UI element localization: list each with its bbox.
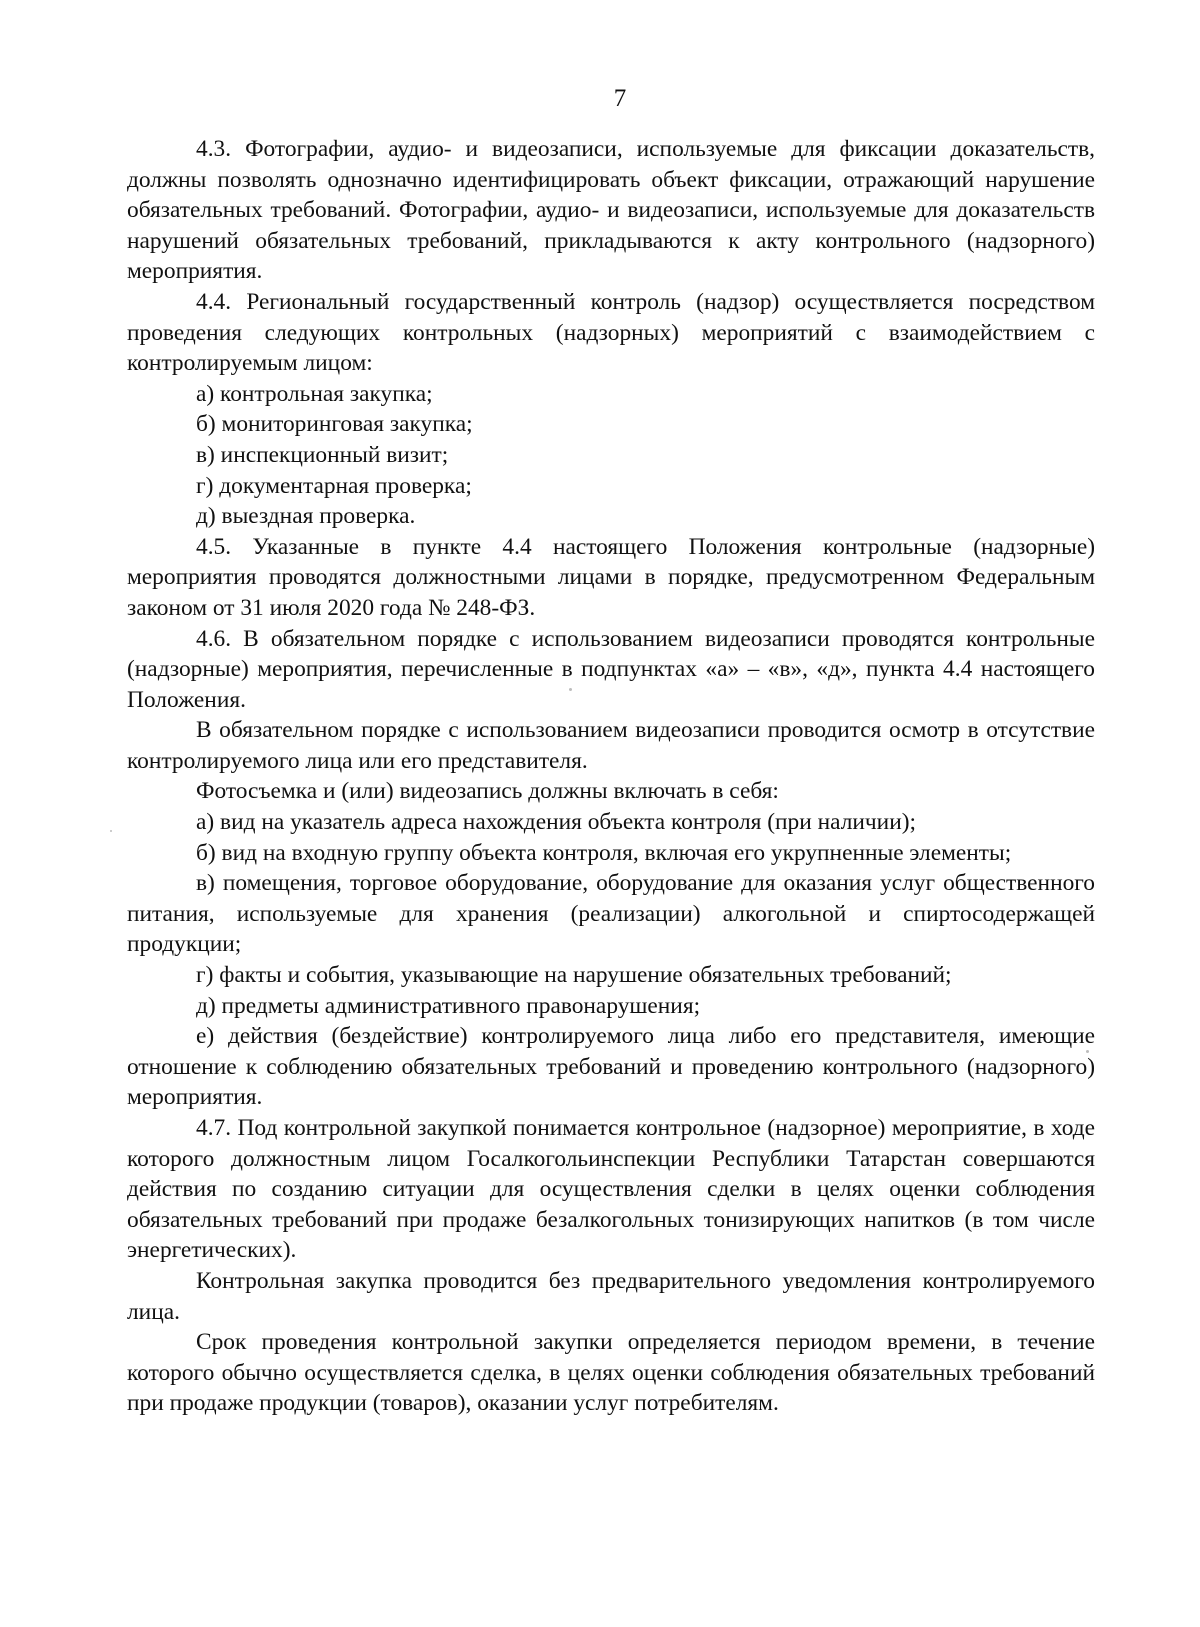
list-item-onsite-check: д) выездная проверка. bbox=[196, 503, 416, 530]
document-body bbox=[127, 134, 1095, 1419]
paragraph-4-3: 4.3. Фотографии, аудио- и видеозаписи, используемые для фиксации доказательств, должны позволять однозначно идентифицировать объект фиксации, отражающий нарушение обязательных требований. Фотографии, аудио- и видеозаписи, используемые для доказательств нарушений обязательных требований, прикладываются к акту контрольного (надзорного) мероприятия. bbox=[127, 136, 1095, 285]
list-item-control-purchase: а) контрольная закупка; bbox=[196, 380, 433, 407]
list-item-violation-items: д) предметы административного правонарушения; bbox=[196, 992, 701, 1019]
paragraph-4-5: 4.5. Указанные в пункте 4.4 настоящего Положения контрольные (надзорные) мероприятия проводятся должностными лицами в порядке, предусмотренном Федеральным законом от 31 июля 2020 года № 248-ФЗ. bbox=[127, 533, 1095, 621]
scan-artifact-dot bbox=[1086, 1050, 1089, 1053]
paragraph-video-inspection: В обязательном порядке с использованием видеозаписи проводится осмотр в отсутствие контролируемого лица или его представителя. bbox=[127, 717, 1095, 774]
paragraph-photo-video-requirements: Фотосъемка и (или) видеозапись должны включать в себя: bbox=[196, 778, 779, 805]
scan-artifact-dot bbox=[110, 830, 112, 832]
list-item-inspection-visit: в) инспекционный визит; bbox=[196, 441, 449, 468]
paragraph-purchase-duration: Срок проведения контрольной закупки определяется периодом времени, в течение которого обычно осуществляется сделка, в целях оценки соблюдения обязательных требований при продаже продукции (товаров), оказании услуг потребителям. bbox=[127, 1329, 1095, 1417]
list-item-entrance-view: б) вид на входную группу объекта контроля, включая его укрупненные элементы; bbox=[196, 839, 1012, 866]
paragraph-4-7: 4.7. Под контрольной закупкой понимается контрольное (надзорное) мероприятие, в ходе которого должностным лицом Госалкогольинспекции Республики Татарстан совершаются действия по созданию ситуации для осуществления сделки в целях оценки соблюдения обязательных требований при продаже безалкогольных тонизирующих напитков (в том числе энергетических). bbox=[127, 1115, 1095, 1264]
list-item-monitoring-purchase: б) мониторинговая закупка; bbox=[196, 411, 473, 438]
paragraph-4-6: 4.6. В обязательном порядке с использованием видеозаписи проводятся контрольные (надзорные) мероприятия, перечисленные в подпунктах «а» – «в», «д», пункта 4.4 настоящего Положения. bbox=[127, 625, 1095, 713]
list-item-actions: е) действия (бездействие) контролируемого лица либо его представителя, имеющие отношение к соблюдению обязательных требований и проведению контрольного (надзорного) мероприятия. bbox=[127, 1023, 1095, 1111]
list-item-premises: в) помещения, торговое оборудование, оборудование для оказания услуг общественного питания, используемые для хранения (реализации) алкогольной и спиртосодержащей продукции; bbox=[127, 870, 1095, 958]
paragraph-4-4: 4.4. Региональный государственный контроль (надзор) осуществляется посредством проведения следующих контрольных (надзорных) мероприятий с взаимодействием с контролируемым лицом: bbox=[127, 288, 1095, 377]
list-item-facts-events: г) факты и события, указывающие на нарушение обязательных требований; bbox=[196, 962, 952, 989]
list-item-address-view: а) вид на указатель адреса нахождения объекта контроля (при наличии); bbox=[196, 809, 917, 836]
scan-artifact-dot bbox=[569, 688, 572, 691]
list-item-documentary-check: г) документарная проверка; bbox=[196, 472, 472, 499]
paragraph-no-notice: Контрольная закупка проводится без предварительного уведомления контролируемого лица. bbox=[127, 1267, 1095, 1325]
page-number: 7 bbox=[613, 85, 627, 112]
